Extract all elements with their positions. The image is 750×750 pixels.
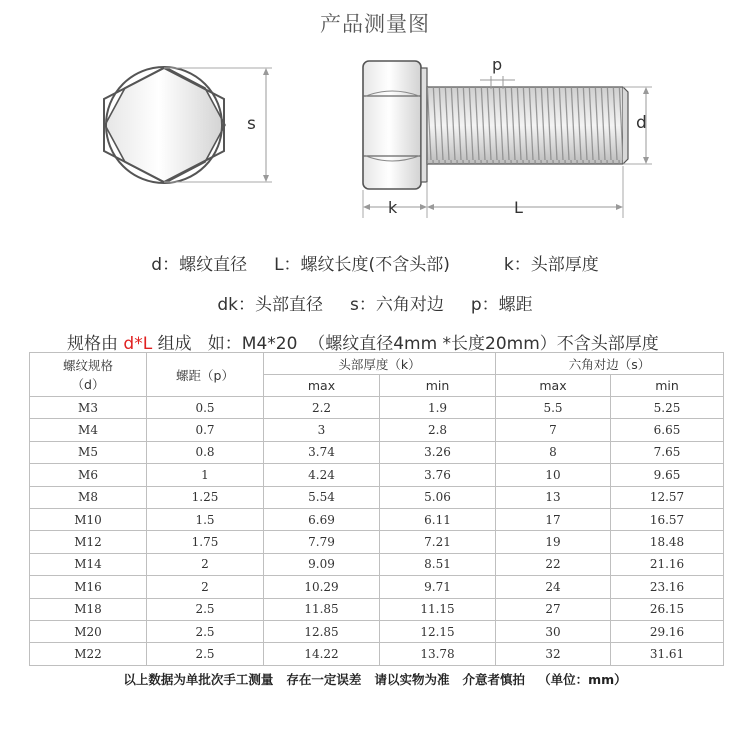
L-label: L: [514, 198, 523, 217]
cell-pitch: 1.75: [147, 531, 264, 553]
cell-pitch: 2.5: [147, 598, 264, 620]
cell-pitch: 1.5: [147, 508, 264, 530]
cell-pitch: 2.5: [147, 620, 264, 642]
header-head-min: min: [380, 375, 496, 397]
header-head-thickness: 头部厚度（k）: [264, 353, 496, 375]
p-label: p: [492, 55, 503, 74]
cell-hex-max: 7: [496, 419, 611, 441]
p-dimension: [480, 55, 515, 89]
cell-hex-max: 8: [496, 441, 611, 463]
cell-hex-max: 32: [496, 643, 611, 665]
d-label: d: [636, 113, 647, 133]
cell-hex-min: 23.16: [611, 576, 724, 598]
cell-thread-size: M18: [30, 598, 147, 620]
cell-thread-size: M5: [30, 441, 147, 463]
cell-pitch: 2: [147, 553, 264, 575]
spec-format-note: [67, 329, 659, 354]
cell-hex-min: 5.25: [611, 397, 724, 419]
spec-table-body: [30, 397, 724, 666]
cell-head-max: 14.22: [264, 643, 380, 665]
cell-pitch: 0.8: [147, 441, 264, 463]
cell-pitch: 1: [147, 464, 264, 486]
cell-hex-max: 5.5: [496, 397, 611, 419]
cell-hex-min: 31.61: [611, 643, 724, 665]
cell-hex-min: 16.57: [611, 508, 724, 530]
cell-hex-min: 6.65: [611, 419, 724, 441]
cell-head-min: 9.71: [380, 576, 496, 598]
cell-head-max: 2.2: [264, 397, 380, 419]
spec-suffix: 组成 如：M4*20 （螺纹直径4mm *长度20mm）不含头部厚度: [152, 334, 659, 354]
k-label: k: [388, 198, 398, 217]
cell-pitch: 2: [147, 576, 264, 598]
cell-head-max: 3: [264, 419, 380, 441]
header-hex-max: max: [496, 375, 611, 397]
cell-hex-max: 17: [496, 508, 611, 530]
cell-hex-min: 9.65: [611, 464, 724, 486]
header-head-max: max: [264, 375, 380, 397]
cell-head-min: 12.15: [380, 620, 496, 642]
cell-head-min: 2.8: [380, 419, 496, 441]
spec-prefix: 规格由: [67, 334, 124, 354]
table-row: [30, 508, 724, 530]
s-label: s: [247, 114, 256, 134]
cell-head-max: 12.85: [264, 620, 380, 642]
cell-pitch: 0.5: [147, 397, 264, 419]
hex-head-front-view: [104, 67, 225, 183]
cell-head-max: 3.74: [264, 441, 380, 463]
cell-head-min: 8.51: [380, 553, 496, 575]
cell-thread-size: M20: [30, 620, 147, 642]
cell-head-max: 6.69: [264, 508, 380, 530]
cell-head-min: 6.11: [380, 508, 496, 530]
header-hex-min: min: [611, 375, 724, 397]
cell-thread-size: M8: [30, 486, 147, 508]
table-row: [30, 643, 724, 665]
cell-hex-min: 12.57: [611, 486, 724, 508]
cell-head-min: 7.21: [380, 531, 496, 553]
table-row: [30, 441, 724, 463]
cell-head-min: 3.76: [380, 464, 496, 486]
table-row: [30, 486, 724, 508]
cell-thread-size: M6: [30, 464, 147, 486]
cell-head-min: 13.78: [380, 643, 496, 665]
cell-hex-max: 22: [496, 553, 611, 575]
cell-head-max: 10.29: [264, 576, 380, 598]
cell-hex-max: 13: [496, 486, 611, 508]
cell-hex-max: 10: [496, 464, 611, 486]
spec-format-highlight: d*L: [123, 334, 153, 354]
table-row: [30, 576, 724, 598]
cell-hex-min: 29.16: [611, 620, 724, 642]
cell-hex-max: 24: [496, 576, 611, 598]
cell-hex-max: 30: [496, 620, 611, 642]
header-pitch: 螺距（p）: [147, 353, 264, 397]
header-thread-spec: 螺纹规格 （d）: [30, 353, 147, 397]
legend-line-2: dk：头部直径 s：六角对边 p：螺距: [217, 295, 533, 315]
cell-head-max: 5.54: [264, 486, 380, 508]
cell-head-max: 9.09: [264, 553, 380, 575]
cell-hex-min: 26.15: [611, 598, 724, 620]
table-row: [30, 397, 724, 419]
cell-thread-size: M10: [30, 508, 147, 530]
cell-hex-min: 7.65: [611, 441, 724, 463]
header-hex-across-flats: 六角对边（s）: [496, 353, 724, 375]
footer-note: 以上数据为单批次手工测量 存在一定误差 请以实物为准 介意者慎拍 （单位：mm）: [123, 672, 627, 687]
cell-head-max: 4.24: [264, 464, 380, 486]
page-title: 产品测量图: [320, 12, 430, 36]
cell-thread-size: M22: [30, 643, 147, 665]
cell-hex-min: 21.16: [611, 553, 724, 575]
table-row: [30, 620, 724, 642]
table-row: [30, 598, 724, 620]
cell-thread-size: M16: [30, 576, 147, 598]
cell-head-max: 11.85: [264, 598, 380, 620]
cell-pitch: 0.7: [147, 419, 264, 441]
table-row: [30, 553, 724, 575]
cell-pitch: 1.25: [147, 486, 264, 508]
table-row: [30, 464, 724, 486]
bolt-measurement-diagram: [0, 0, 750, 240]
legend-line-1: d：螺纹直径 L：螺纹长度(不含头部) k：头部厚度: [151, 255, 599, 275]
cell-pitch: 2.5: [147, 643, 264, 665]
cell-head-min: 11.15: [380, 598, 496, 620]
cell-head-min: 1.9: [380, 397, 496, 419]
cell-hex-max: 19: [496, 531, 611, 553]
cell-thread-size: M3: [30, 397, 147, 419]
cell-thread-size: M4: [30, 419, 147, 441]
cell-thread-size: M14: [30, 553, 147, 575]
cell-thread-size: M12: [30, 531, 147, 553]
table-row: [30, 531, 724, 553]
table-row: [30, 419, 724, 441]
cell-head-min: 5.06: [380, 486, 496, 508]
spec-table: [29, 352, 724, 666]
cell-hex-min: 18.48: [611, 531, 724, 553]
cell-hex-max: 27: [496, 598, 611, 620]
cell-head-max: 7.79: [264, 531, 380, 553]
cell-head-min: 3.26: [380, 441, 496, 463]
